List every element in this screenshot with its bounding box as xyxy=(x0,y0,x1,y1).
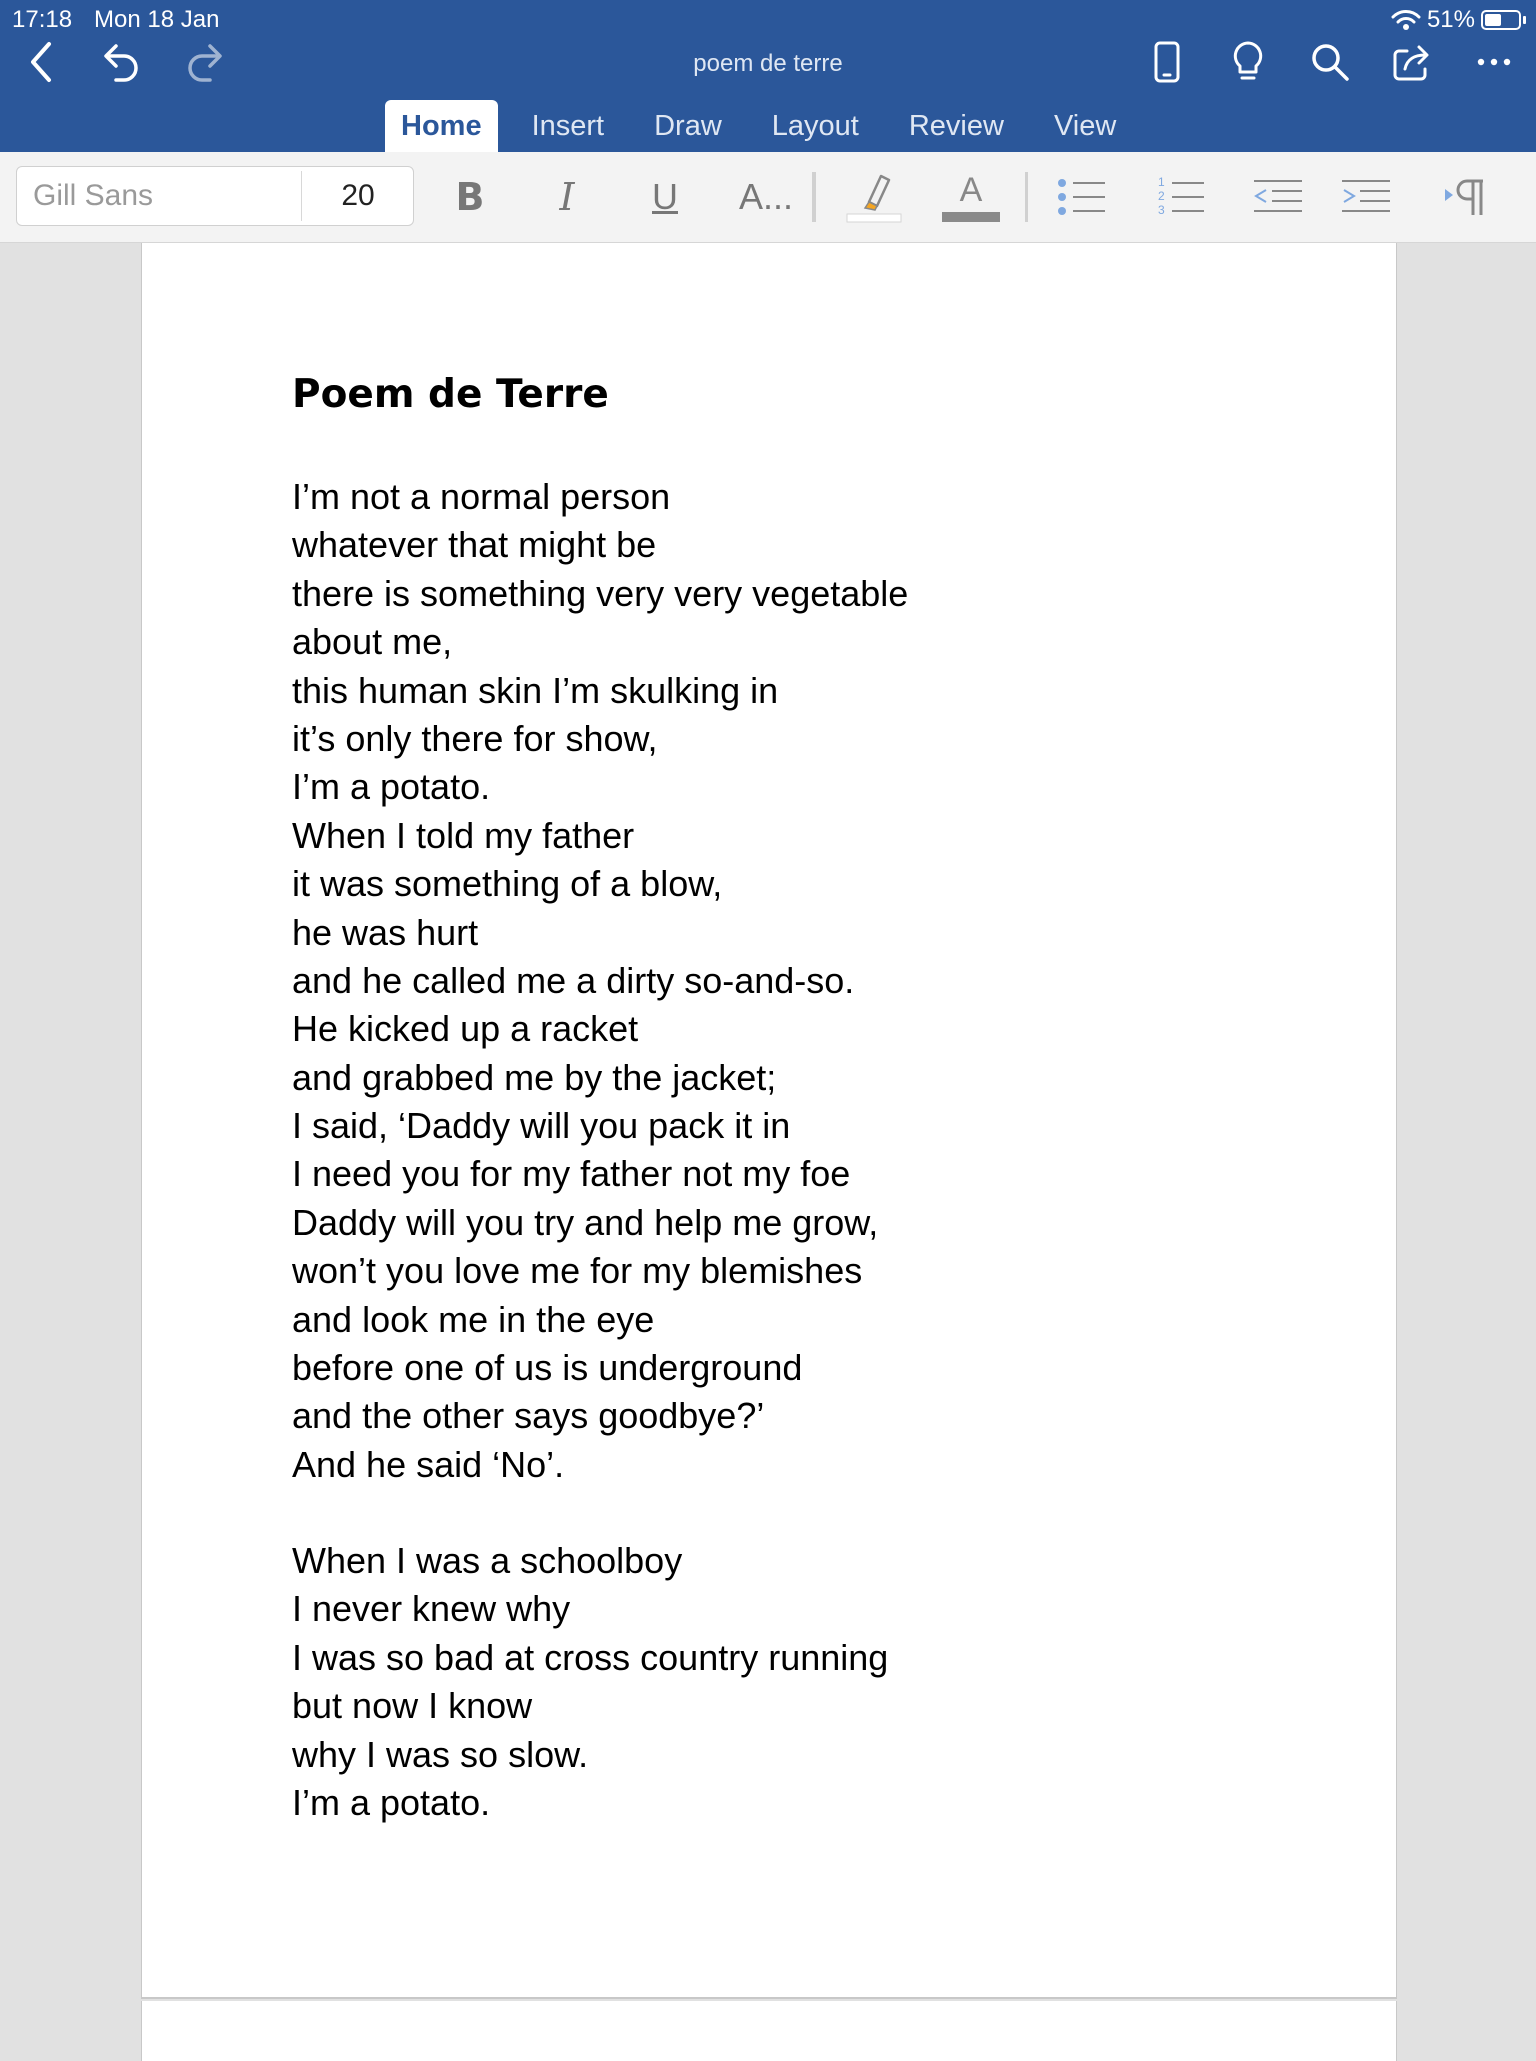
home-toolbar xyxy=(0,152,1536,243)
poem-line: When I was a schoolboy xyxy=(292,1540,683,1581)
next-page[interactable] xyxy=(141,2001,1397,2061)
tab-home[interactable]: Home xyxy=(385,100,498,152)
phone-icon xyxy=(1154,41,1180,83)
numbered-list-button[interactable] xyxy=(1155,168,1207,226)
ribbon-tabs xyxy=(385,100,1150,152)
poem-line: but now I know xyxy=(292,1685,533,1727)
tab-review[interactable]: Review xyxy=(908,110,1004,142)
decrease-indent-button[interactable] xyxy=(1250,168,1304,226)
poem-line: why I was so slow. xyxy=(292,1733,589,1775)
document-title: poem de terre xyxy=(693,50,843,77)
battery-fill xyxy=(1485,14,1501,26)
tab-view[interactable]: View xyxy=(1053,110,1117,142)
highlighter-icon xyxy=(845,170,903,224)
poem-line: there is something very very vegetable xyxy=(292,572,909,614)
bold-button[interactable]: B xyxy=(455,175,485,219)
poem-title: Poem de Terre xyxy=(292,372,609,417)
poem-line: and look me in the eye xyxy=(292,1298,655,1340)
font-size-field[interactable]: 20 xyxy=(341,179,375,212)
poem-line: and grabbed me by the jacket; xyxy=(292,1056,777,1098)
toolbar-divider-2 xyxy=(1025,172,1028,222)
underline-button[interactable]: U xyxy=(652,176,678,217)
poem-line: it’s only there for show, xyxy=(292,717,658,759)
battery-percent: 51% xyxy=(1426,6,1475,33)
poem-line: I was so bad at cross country running xyxy=(292,1636,889,1678)
font-color-swatch xyxy=(942,212,1000,222)
list-line xyxy=(1172,182,1204,184)
poem-line: I never knew why xyxy=(292,1588,571,1630)
highlight-button[interactable] xyxy=(845,168,903,226)
bullet-list-icon xyxy=(1057,175,1107,219)
toolbar-divider xyxy=(812,172,816,222)
poem-line: I said, ‘Daddy will you pack it in xyxy=(292,1105,791,1147)
font-color-button[interactable] xyxy=(942,168,1000,226)
device-view-button[interactable] xyxy=(1145,40,1189,84)
list-line xyxy=(1172,196,1204,198)
increase-indent-icon xyxy=(1338,177,1392,217)
poem-line: Daddy will you try and help me grow, xyxy=(292,1201,879,1243)
share-button[interactable] xyxy=(1390,40,1434,84)
poem-line: And he said ‘No’. xyxy=(292,1443,565,1485)
poem-line: before one of us is underground xyxy=(292,1347,803,1389)
search-button[interactable] xyxy=(1308,40,1352,84)
wifi-icon xyxy=(1391,9,1421,31)
tab-draw[interactable]: Draw xyxy=(654,110,722,142)
font-name-field[interactable]: Gill Sans xyxy=(33,179,154,212)
poem-line: When I told my father xyxy=(292,814,635,856)
poem-line: I’m a potato. xyxy=(292,766,491,808)
decrease-indent-icon xyxy=(1250,177,1304,217)
poem-line: I need you for my father not my foe xyxy=(292,1153,851,1195)
poem-line: this human skin I’m skulking in xyxy=(292,669,779,711)
font-selector xyxy=(16,166,414,226)
status-date: Mon 18 Jan xyxy=(94,6,220,33)
poem-line: about me, xyxy=(292,621,453,663)
poem-line: he was hurt xyxy=(292,911,479,953)
battery-cap xyxy=(1523,16,1526,24)
poem-stanza-2 xyxy=(292,1537,1192,1827)
share-icon xyxy=(1391,41,1433,83)
italic-button[interactable]: I xyxy=(559,175,575,219)
poem-line: He kicked up a racket xyxy=(292,1008,639,1050)
status-right xyxy=(1391,6,1526,34)
more-options-button[interactable] xyxy=(1472,40,1516,84)
tab-layout[interactable]: Layout xyxy=(771,110,859,142)
list-number-3: 3 xyxy=(1158,203,1165,217)
lightbulb-icon xyxy=(1232,40,1264,84)
more-icon xyxy=(1476,56,1512,68)
search-icon xyxy=(1310,42,1350,82)
font-field-divider xyxy=(301,171,302,221)
poem-line: whatever that might be xyxy=(292,524,657,566)
more-formatting-button[interactable]: A... xyxy=(738,176,794,217)
numbered-list-icon xyxy=(1156,175,1206,219)
app-header xyxy=(0,0,1536,152)
status-time: 17:18 xyxy=(12,6,73,33)
list-number-1: 1 xyxy=(1158,175,1165,189)
poem-line: it was something of a blow, xyxy=(292,863,723,905)
poem-line: and the other says goodbye?’ xyxy=(292,1395,765,1437)
poem-line: and he called me a dirty so-and-so. xyxy=(292,959,855,1001)
increase-indent-button[interactable] xyxy=(1338,168,1392,226)
poem-line: I’m a potato. xyxy=(292,1781,491,1823)
list-line xyxy=(1172,210,1204,212)
tab-insert[interactable]: Insert xyxy=(531,110,605,142)
poem-line: I’m not a normal person xyxy=(292,476,671,517)
poem-line: won’t you love me for my blemishes xyxy=(292,1250,863,1292)
paragraph-marks-button[interactable] xyxy=(1440,168,1490,226)
battery-icon xyxy=(1481,10,1521,30)
list-number-2: 2 xyxy=(1158,189,1165,203)
ideas-button[interactable] xyxy=(1226,40,1270,84)
poem-stanza-1 xyxy=(292,473,1192,1489)
font-color-glyph: A xyxy=(959,171,983,209)
pilcrow-icon xyxy=(1443,175,1487,219)
bullet-list-button[interactable] xyxy=(1056,168,1108,226)
